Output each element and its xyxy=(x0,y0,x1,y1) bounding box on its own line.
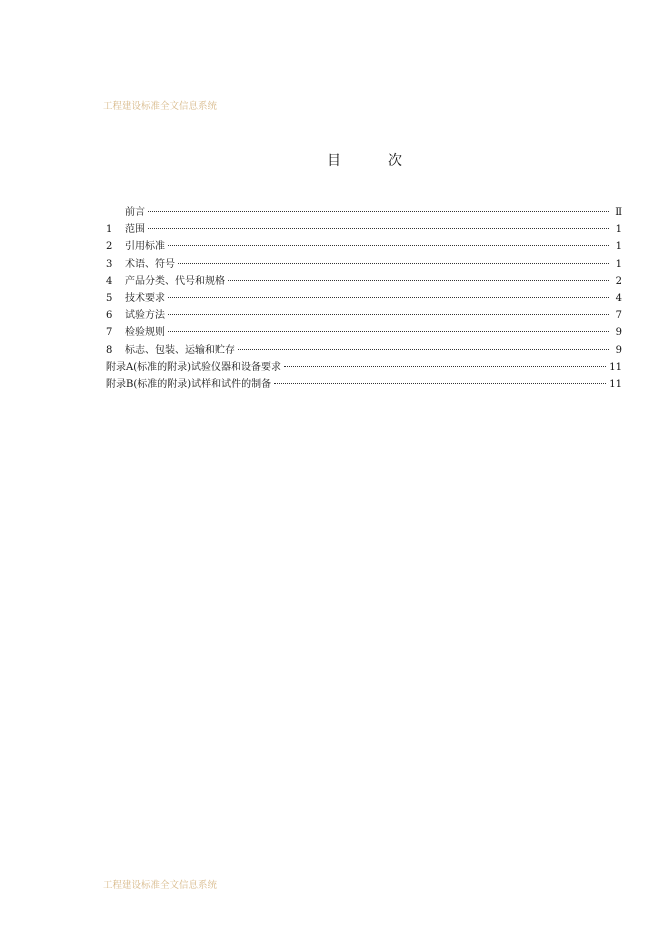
toc-item-label: 试验方法 xyxy=(125,310,165,322)
toc-item-scope[interactable] xyxy=(106,221,622,238)
toc-item-label: 检验规则 xyxy=(125,327,165,339)
toc-leader xyxy=(168,245,609,246)
toc-item-number: 3 xyxy=(106,258,113,270)
toc-item-page: 7 xyxy=(615,310,622,322)
toc-item-terms-symbols[interactable] xyxy=(106,256,622,273)
toc-item-marking-packaging[interactable] xyxy=(106,342,622,359)
toc-item-page: 4 xyxy=(615,292,622,304)
toc-leader xyxy=(238,349,609,350)
toc-item-classification[interactable] xyxy=(106,273,622,290)
toc-leader xyxy=(148,211,609,212)
watermark-top: 工程建设标准全文信息系统 xyxy=(103,101,218,112)
toc-item-appendix-b[interactable] xyxy=(106,376,622,393)
toc-item-technical-requirements[interactable] xyxy=(106,290,622,307)
toc-item-label: 附录A(标准的附录)试验仪器和设备要求 xyxy=(106,361,282,373)
watermark-bottom: 工程建设标准全文信息系统 xyxy=(103,880,218,891)
toc-item-appendix-a[interactable] xyxy=(106,359,622,376)
toc-item-page: 9 xyxy=(615,327,622,339)
toc-leader xyxy=(228,280,609,281)
table-of-contents xyxy=(106,204,622,393)
toc-item-number: 5 xyxy=(106,292,113,304)
toc-item-page: 11 xyxy=(609,378,622,390)
toc-item-number: 4 xyxy=(106,275,113,287)
toc-item-number: 7 xyxy=(106,327,113,339)
toc-item-page: 1 xyxy=(615,241,622,253)
toc-leader xyxy=(178,263,609,264)
toc-item-number: 8 xyxy=(106,344,113,356)
toc-item-label: 附录B(标准的附录)试样和试件的制备 xyxy=(106,378,272,390)
title-char-2: 次 xyxy=(388,153,402,169)
toc-item-label: 标志、包装、运输和贮存 xyxy=(125,344,235,356)
toc-leader xyxy=(148,228,609,229)
toc-item-page: 11 xyxy=(609,361,622,373)
toc-item-number: 6 xyxy=(106,310,113,322)
toc-item-page: Ⅱ xyxy=(615,207,622,218)
toc-item-number: 1 xyxy=(106,224,113,236)
toc-item-page: 1 xyxy=(615,258,622,270)
toc-leader xyxy=(284,366,606,367)
toc-item-foreword[interactable] xyxy=(106,204,622,221)
toc-item-normative-references[interactable] xyxy=(106,238,622,255)
toc-item-page: 2 xyxy=(615,275,622,287)
title-char-1: 目 xyxy=(327,153,341,169)
toc-leader xyxy=(274,383,606,384)
toc-item-label: 引用标准 xyxy=(125,241,165,253)
toc-item-test-methods[interactable] xyxy=(106,307,622,324)
toc-leader xyxy=(168,297,609,298)
toc-item-label: 术语、符号 xyxy=(125,258,175,270)
toc-leader xyxy=(168,331,609,332)
toc-leader xyxy=(168,314,609,315)
toc-item-page: 9 xyxy=(615,344,622,356)
toc-item-label: 技术要求 xyxy=(125,292,165,304)
toc-item-label: 范围 xyxy=(125,224,145,236)
toc-item-number: 2 xyxy=(106,241,113,253)
toc-item-page: 1 xyxy=(615,224,622,236)
toc-item-label: 产品分类、代号和规格 xyxy=(125,275,225,287)
toc-item-label: 前言 xyxy=(125,207,145,218)
toc-item-inspection-rules[interactable] xyxy=(106,324,622,341)
